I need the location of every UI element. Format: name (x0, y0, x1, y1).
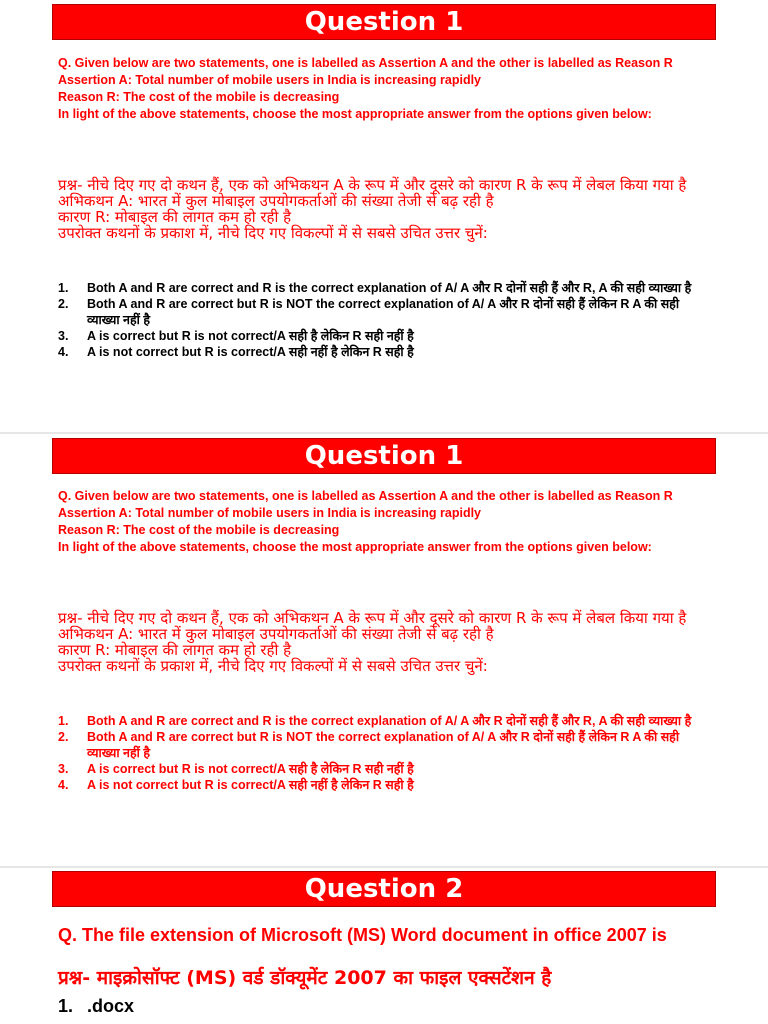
slide-title: Question 2 (52, 871, 716, 907)
instruction-text: In light of the above statements, choose the most appropriate answer from the options given below: (58, 107, 652, 121)
question-statement-hindi: प्रश्न- नीचे दिए गए दो कथन हैं, एक को अभिकथन A के रूप में और दूसरे को कारण R के रूप में लेबल किया गया है (58, 176, 687, 194)
slide-3 (0, 868, 768, 1024)
slide-title: Question 1 (52, 4, 716, 40)
instruction-text-hindi: उपरोक्त कथनों के प्रकाश में, नीचे दिए गए विकल्पों में से सबसे उचित उत्तर चुनें: (58, 224, 488, 242)
option-item: 1. Both A and R are correct and R is the correct explanation of A/ A और R दोनों सही हैं और R, A की सही व्याख्या है (58, 714, 692, 728)
instruction-text: In light of the above statements, choose the most appropriate answer from the options given below: (58, 540, 652, 554)
slide-title: Question 1 (52, 438, 716, 474)
option-item: 1. .docx (58, 996, 135, 1016)
assertion-statement-hindi: अभिकथन A: भारत में कुल मोबाइल उपयोगकर्ताओं की संख्या तेजी से बढ़ रही है (58, 625, 494, 643)
reason-statement-hindi: कारण R: मोबाइल की लागत कम हो रही है (58, 641, 292, 659)
reason-statement: Reason R: The cost of the mobile is decreasing (58, 90, 340, 104)
option-item: 3. A is correct but R is not correct/A सही है लेकिन R सही नहीं है (58, 762, 414, 776)
option-item: 2. Both A and R are correct but R is NOT the correct explanation of A/ A और R दोनों सही हैं लेकिन R A की सही व्याख्या नहीं है (58, 730, 680, 760)
option-item: 1. Both A and R are correct and R is the correct explanation of A/ A और R दोनों सही हैं और R, A की सही व्याख्या है (58, 281, 692, 295)
options-list (58, 280, 708, 360)
question-english (58, 55, 688, 123)
instruction-text-hindi: उपरोक्त कथनों के प्रकाश में, नीचे दिए गए विकल्पों में से सबसे उचित उत्तर चुनें: (58, 657, 488, 675)
question-statement: Q. Given below are two statements, one is labelled as Assertion A and the other is labelled as Reason R (58, 489, 673, 503)
question-statement-hindi: प्रश्न- माइक्रोसॉफ्ट (MS) वर्ड डॉक्यूमेंट 2007 का फाइल एक्सटेंशन है (58, 967, 552, 989)
question-statement: Q. Given below are two statements, one is labelled as Assertion A and the other is labelled as Reason R (58, 56, 673, 70)
options-list (58, 713, 708, 793)
question-hindi (58, 610, 708, 674)
question-hindi (58, 177, 708, 241)
reason-statement-hindi: कारण R: मोबाइल की लागत कम हो रही है (58, 208, 292, 226)
option-item: 3. A is correct but R is not correct/A सही है लेकिन R सही नहीं है (58, 329, 414, 343)
slide-1 (0, 0, 768, 432)
option-item: 2. Both A and R are correct but R is NOT the correct explanation of A/ A और R दोनों सही हैं लेकिन R A की सही व्याख्या नहीं है (58, 297, 680, 327)
assertion-statement: Assertion A: Total number of mobile users in India is increasing rapidly (58, 73, 481, 87)
question-english (58, 488, 688, 556)
assertion-statement-hindi: अभिकथन A: भारत में कुल मोबाइल उपयोगकर्ताओं की संख्या तेजी से बढ़ रही है (58, 192, 494, 210)
options-list (58, 994, 134, 1018)
question-statement-hindi: प्रश्न- नीचे दिए गए दो कथन हैं, एक को अभिकथन A के रूप में और दूसरे को कारण R के रूप में लेबल किया गया है (58, 609, 687, 627)
option-item: 4. A is not correct but R is correct/A सही नहीं है लेकिन R सही है (58, 345, 414, 359)
assertion-statement: Assertion A: Total number of mobile users in India is increasing rapidly (58, 506, 481, 520)
option-item: 4. A is not correct but R is correct/A सही नहीं है लेकिन R सही है (58, 778, 414, 792)
reason-statement: Reason R: The cost of the mobile is decreasing (58, 523, 340, 537)
slide-2 (0, 434, 768, 866)
question-statement: Q. The file extension of Microsoft (MS) Word document in office 2007 is (58, 925, 667, 945)
